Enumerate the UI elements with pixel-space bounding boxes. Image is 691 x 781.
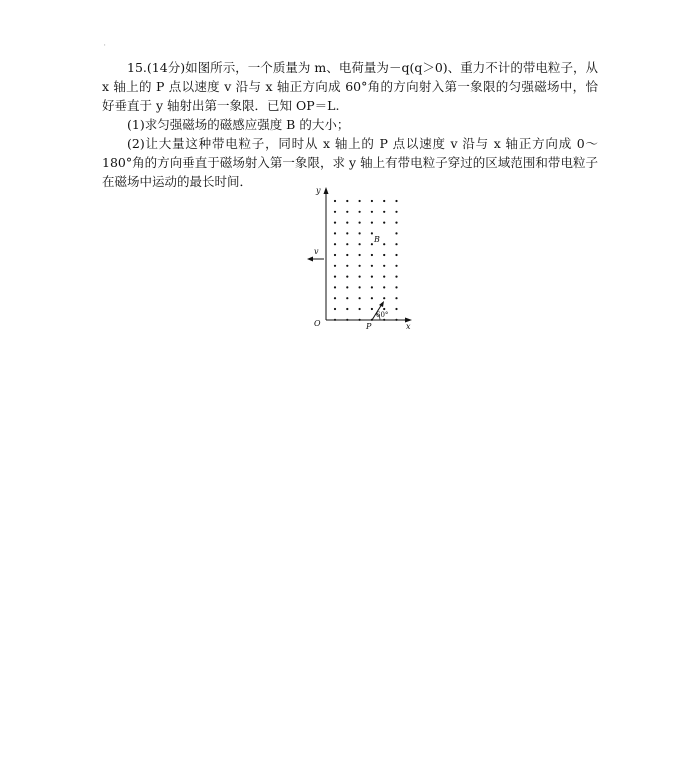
field-dot bbox=[371, 232, 373, 234]
y-axis-arrow bbox=[324, 187, 329, 194]
field-dot bbox=[371, 200, 373, 202]
magnetic-field-figure bbox=[300, 183, 424, 333]
field-dot bbox=[371, 254, 373, 256]
corner-mark: ' bbox=[104, 44, 106, 51]
field-dot bbox=[359, 265, 361, 267]
field-dot bbox=[346, 243, 348, 245]
field-dot bbox=[395, 297, 397, 299]
field-dot bbox=[383, 308, 385, 310]
field-dot bbox=[383, 254, 385, 256]
question-2: (2)让大量这种带电粒子，同时从 x 轴上的 P 点以速度 v 沿与 x 轴正方向成 0～180°角的方向垂直于磁场射入第一象限，求 y 轴上有带电粒子穿过的区域范围和带电粒子在磁场中运动的最长时间． bbox=[102, 136, 598, 189]
field-dot bbox=[383, 286, 385, 288]
field-dot bbox=[395, 232, 397, 234]
field-dot bbox=[371, 276, 373, 278]
field-dot bbox=[346, 254, 348, 256]
field-dot bbox=[334, 232, 336, 234]
field-dot bbox=[395, 286, 397, 288]
field-dot bbox=[383, 211, 385, 213]
velocity-label: v bbox=[314, 247, 319, 256]
field-dot bbox=[359, 222, 361, 224]
field-dot bbox=[359, 200, 361, 202]
field-dot bbox=[346, 265, 348, 267]
exit-velocity-arrowhead bbox=[307, 257, 313, 262]
problem-text bbox=[102, 58, 598, 191]
field-dot bbox=[359, 232, 361, 234]
field-dot bbox=[334, 286, 336, 288]
field-dot bbox=[371, 243, 373, 245]
field-dot bbox=[371, 297, 373, 299]
field-dot bbox=[371, 286, 373, 288]
field-dot bbox=[383, 265, 385, 267]
field-dot bbox=[395, 200, 397, 202]
field-dot bbox=[359, 211, 361, 213]
field-dot bbox=[334, 254, 336, 256]
field-dot bbox=[359, 243, 361, 245]
field-dot bbox=[371, 211, 373, 213]
field-dot bbox=[395, 265, 397, 267]
figure-svg bbox=[300, 183, 424, 333]
field-dot bbox=[383, 297, 385, 299]
field-dot bbox=[359, 308, 361, 310]
field-dot bbox=[334, 276, 336, 278]
field-dot bbox=[359, 254, 361, 256]
field-dot bbox=[346, 232, 348, 234]
field-dot bbox=[383, 200, 385, 202]
problem-statement: 15.(14分)如图所示，一个质量为 m、电荷量为－q(q＞0)、重力不计的带电粒子，从 x 轴上的 P 点以速度 v 沿与 x 轴正方向成 60°角的方向射入第一象限的匀强磁场中，恰好垂直于 y 轴射出第一象限．已知 OP＝L. bbox=[102, 60, 598, 113]
field-dot bbox=[359, 297, 361, 299]
field-dot bbox=[371, 308, 373, 310]
field-dot bbox=[371, 265, 373, 267]
origin-label: O bbox=[314, 319, 321, 328]
field-dot bbox=[334, 243, 336, 245]
field-dot bbox=[334, 308, 336, 310]
field-dot bbox=[383, 276, 385, 278]
field-dot bbox=[346, 222, 348, 224]
field-dot bbox=[371, 222, 373, 224]
y-axis-label: y bbox=[316, 186, 321, 195]
field-dot bbox=[346, 286, 348, 288]
field-label: B bbox=[374, 235, 380, 244]
point-p-label: P bbox=[366, 322, 372, 331]
field-dot bbox=[346, 276, 348, 278]
field-dot bbox=[334, 297, 336, 299]
field-dot bbox=[359, 276, 361, 278]
field-dot bbox=[395, 254, 397, 256]
field-dot bbox=[334, 265, 336, 267]
angle-label: 60° bbox=[376, 311, 389, 319]
field-dot bbox=[346, 308, 348, 310]
field-dot bbox=[395, 243, 397, 245]
field-dot bbox=[346, 200, 348, 202]
question-1: (1)求匀强磁场的磁感应强度 B 的大小； bbox=[127, 117, 350, 132]
field-dot bbox=[359, 286, 361, 288]
x-axis-label: x bbox=[406, 322, 411, 331]
field-dot bbox=[346, 297, 348, 299]
field-dot bbox=[334, 222, 336, 224]
field-dots bbox=[334, 200, 398, 321]
field-dot bbox=[346, 211, 348, 213]
field-dot bbox=[383, 243, 385, 245]
entry-velocity-arrowhead bbox=[379, 301, 384, 307]
field-dot bbox=[395, 211, 397, 213]
field-dot bbox=[334, 211, 336, 213]
field-dot bbox=[334, 200, 336, 202]
field-dot bbox=[395, 276, 397, 278]
field-dot bbox=[395, 308, 397, 310]
field-dot bbox=[383, 222, 385, 224]
field-dot bbox=[395, 222, 397, 224]
